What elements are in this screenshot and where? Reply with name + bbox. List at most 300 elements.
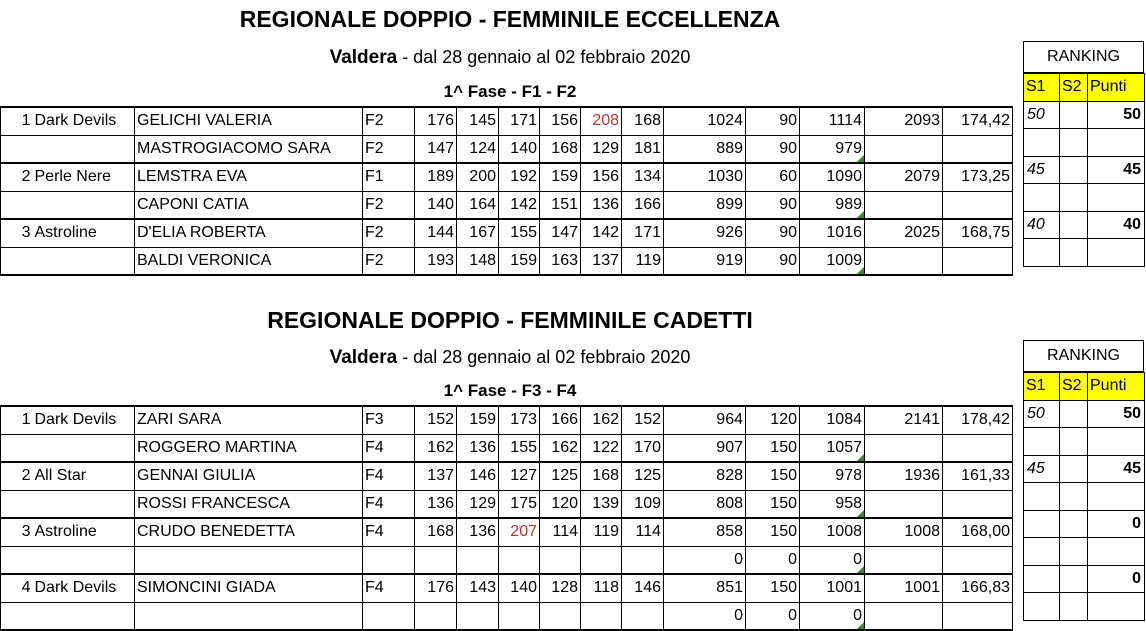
game-score — [622, 546, 664, 574]
player-pins: 889 — [664, 135, 746, 163]
ranking-blank-cell — [1088, 239, 1145, 267]
game-score: 175 — [499, 490, 540, 518]
game-score: 159 — [540, 163, 581, 191]
ranking-table — [1023, 73, 1145, 267]
game-score: 144 — [415, 219, 457, 247]
ranking-box-1 — [1023, 41, 1144, 267]
player-total: 1090 — [800, 163, 865, 191]
team-total — [865, 490, 943, 518]
table-row — [1, 406, 1013, 434]
game-score: 171 — [622, 219, 664, 247]
ranking-s2 — [1060, 156, 1088, 184]
ranking-s2 — [1060, 400, 1088, 428]
player-category: F3 — [363, 406, 415, 434]
player-category — [363, 546, 415, 574]
ranking-header-row — [1024, 74, 1145, 102]
ranking-title: RANKING — [1023, 41, 1144, 73]
game-score — [457, 602, 499, 630]
ranking-row-blank — [1024, 129, 1145, 157]
team-position — [1, 247, 33, 275]
game-score: 208 — [581, 107, 622, 135]
table-row — [1, 546, 1013, 574]
team-average: 168,75 — [943, 219, 1013, 247]
ranking-header-s1: S1 — [1024, 373, 1060, 401]
ranking-blank-cell — [1088, 428, 1145, 456]
game-score: 146 — [622, 574, 664, 602]
table-row — [1, 135, 1013, 163]
team-average: 161,33 — [943, 462, 1013, 490]
table-row — [1, 163, 1013, 191]
ranking-s1: 40 — [1024, 211, 1060, 239]
ranking-points: 50 — [1088, 101, 1145, 129]
team-name — [33, 490, 135, 518]
game-score: 162 — [415, 434, 457, 462]
team-position: 3 — [1, 518, 33, 546]
game-score — [457, 546, 499, 574]
standings-table-2 — [0, 405, 1013, 631]
team-position — [1, 191, 33, 219]
team-average — [943, 546, 1013, 574]
game-score: 129 — [457, 490, 499, 518]
ranking-header-s2: S2 — [1060, 373, 1088, 401]
team-total — [865, 247, 943, 275]
ranking-row — [1024, 400, 1145, 428]
ranking-row-blank — [1024, 184, 1145, 212]
team-total: 2141 — [865, 406, 943, 434]
game-score — [581, 602, 622, 630]
ranking-blank-cell — [1060, 428, 1088, 456]
team-average: 178,42 — [943, 406, 1013, 434]
game-score: 124 — [457, 135, 499, 163]
game-score: 164 — [457, 191, 499, 219]
player-handicap: 90 — [746, 107, 800, 135]
game-score: 189 — [415, 163, 457, 191]
ranking-s2 — [1060, 101, 1088, 129]
ranking-points: 0 — [1088, 510, 1145, 538]
game-score: 168 — [622, 107, 664, 135]
section-1-subtitle — [0, 47, 1020, 69]
player-pins: 1030 — [664, 163, 746, 191]
ranking-row-blank — [1024, 239, 1145, 267]
player-category: F4 — [363, 434, 415, 462]
game-score: 159 — [499, 247, 540, 275]
game-score: 168 — [540, 135, 581, 163]
team-average: 168,00 — [943, 518, 1013, 546]
game-score: 166 — [622, 191, 664, 219]
game-score: 147 — [540, 219, 581, 247]
ranking-points: 40 — [1088, 211, 1145, 239]
game-score: 118 — [581, 574, 622, 602]
player-category: F2 — [363, 135, 415, 163]
ranking-s1: 50 — [1024, 101, 1060, 129]
game-score: 168 — [415, 518, 457, 546]
game-score — [540, 546, 581, 574]
player-pins: 828 — [664, 462, 746, 490]
section-1-phase: 1^ Fase - F1 - F2 — [443, 82, 577, 101]
game-score: 145 — [457, 107, 499, 135]
player-category: F4 — [363, 462, 415, 490]
player-total: 1008 — [800, 518, 865, 546]
game-score: 147 — [415, 135, 457, 163]
section-1-dates: - dal 28 gennaio al 02 febbraio 2020 — [397, 47, 691, 67]
player-name: MASTROGIACOMO SARA — [135, 135, 363, 163]
table-row — [1, 490, 1013, 518]
ranking-title: RANKING — [1023, 340, 1144, 372]
game-score — [540, 602, 581, 630]
section-2-title: REGIONALE DOPPIO - FEMMINILE CADETTI — [267, 307, 753, 333]
ranking-s1 — [1024, 510, 1060, 538]
game-score: 136 — [457, 434, 499, 462]
ranking-blank-cell — [1088, 483, 1145, 511]
ranking-row — [1024, 455, 1145, 483]
team-average — [943, 135, 1013, 163]
player-pins: 851 — [664, 574, 746, 602]
game-score: 200 — [457, 163, 499, 191]
player-total: 0 — [800, 546, 865, 574]
game-score: 109 — [622, 490, 664, 518]
section-2-dates: - dal 28 gennaio al 02 febbraio 2020 — [397, 347, 691, 367]
ranking-s2 — [1060, 565, 1088, 593]
player-total: 989 — [800, 191, 865, 219]
ranking-header-s2: S2 — [1060, 74, 1088, 102]
section-2-subtitle — [0, 347, 1020, 369]
game-score: 193 — [415, 247, 457, 275]
team-name — [33, 191, 135, 219]
ranking-blank-cell — [1088, 538, 1145, 566]
game-score: 140 — [499, 135, 540, 163]
team-position — [1, 546, 33, 574]
game-score: 170 — [622, 434, 664, 462]
team-total — [865, 434, 943, 462]
player-handicap: 60 — [746, 163, 800, 191]
player-pins: 899 — [664, 191, 746, 219]
ranking-header-row — [1024, 373, 1145, 401]
team-position — [1, 602, 33, 630]
player-pins: 926 — [664, 219, 746, 247]
game-score: 152 — [415, 406, 457, 434]
game-score: 192 — [499, 163, 540, 191]
game-score: 207 — [499, 518, 540, 546]
team-average — [943, 490, 1013, 518]
team-position: 1 — [1, 406, 33, 434]
player-name: GELICHI VALERIA — [135, 107, 363, 135]
player-category: F2 — [363, 247, 415, 275]
ranking-blank-cell — [1088, 593, 1145, 621]
table-row — [1, 518, 1013, 546]
table-row — [1, 107, 1013, 135]
player-total: 0 — [800, 602, 865, 630]
player-total: 978 — [800, 462, 865, 490]
ranking-row — [1024, 156, 1145, 184]
ranking-row — [1024, 565, 1145, 593]
ranking-table — [1023, 372, 1145, 621]
ranking-row — [1024, 510, 1145, 538]
team-name — [33, 247, 135, 275]
game-score — [415, 546, 457, 574]
ranking-s1: 50 — [1024, 400, 1060, 428]
table-row — [1, 602, 1013, 630]
game-score: 119 — [581, 518, 622, 546]
section-2-phase: 1^ Fase - F3 - F4 — [443, 381, 577, 400]
game-score: 156 — [581, 163, 622, 191]
player-total: 1057 — [800, 434, 865, 462]
player-name: CAPONI CATIA — [135, 191, 363, 219]
table-row — [1, 247, 1013, 275]
team-position: 4 — [1, 574, 33, 602]
player-handicap: 0 — [746, 546, 800, 574]
team-position: 2 — [1, 462, 33, 490]
player-name: ROSSI FRANCESCA — [135, 490, 363, 518]
game-score: 176 — [415, 574, 457, 602]
game-score: 125 — [540, 462, 581, 490]
ranking-points: 0 — [1088, 565, 1145, 593]
game-score: 181 — [622, 135, 664, 163]
game-score: 159 — [457, 406, 499, 434]
table-row — [1, 462, 1013, 490]
ranking-row-blank — [1024, 483, 1145, 511]
table-row — [1, 434, 1013, 462]
player-handicap: 150 — [746, 574, 800, 602]
team-name: Perle Nere — [33, 163, 135, 191]
player-pins: 858 — [664, 518, 746, 546]
game-score: 146 — [457, 462, 499, 490]
table-row — [1, 191, 1013, 219]
player-handicap: 120 — [746, 406, 800, 434]
team-total — [865, 602, 943, 630]
player-category: F1 — [363, 163, 415, 191]
player-name: CRUDO BENEDETTA — [135, 518, 363, 546]
player-pins: 0 — [664, 546, 746, 574]
game-score — [499, 602, 540, 630]
game-score: 148 — [457, 247, 499, 275]
team-total: 2079 — [865, 163, 943, 191]
player-pins: 0 — [664, 602, 746, 630]
ranking-header-punti: Punti — [1088, 74, 1145, 102]
player-name: ROGGERO MARTINA — [135, 434, 363, 462]
player-category: F4 — [363, 518, 415, 546]
player-name — [135, 546, 363, 574]
team-position: 3 — [1, 219, 33, 247]
game-score: 114 — [540, 518, 581, 546]
player-handicap: 150 — [746, 490, 800, 518]
ranking-points: 45 — [1088, 156, 1145, 184]
ranking-blank-cell — [1024, 593, 1060, 621]
player-pins: 1024 — [664, 107, 746, 135]
table-row — [1, 574, 1013, 602]
game-score: 122 — [581, 434, 622, 462]
game-score: 163 — [540, 247, 581, 275]
player-category: F2 — [363, 219, 415, 247]
game-score: 120 — [540, 490, 581, 518]
game-score: 142 — [581, 219, 622, 247]
player-total: 1016 — [800, 219, 865, 247]
game-score: 171 — [499, 107, 540, 135]
player-category: F2 — [363, 107, 415, 135]
team-name: Dark Devils — [33, 406, 135, 434]
ranking-blank-cell — [1088, 184, 1145, 212]
team-total — [865, 135, 943, 163]
game-score: 155 — [499, 219, 540, 247]
player-pins: 907 — [664, 434, 746, 462]
team-total: 2025 — [865, 219, 943, 247]
game-score: 129 — [581, 135, 622, 163]
player-name — [135, 602, 363, 630]
player-handicap: 90 — [746, 135, 800, 163]
standings-table-1 — [0, 106, 1013, 276]
team-total: 1008 — [865, 518, 943, 546]
team-position: 1 — [1, 107, 33, 135]
team-average: 166,83 — [943, 574, 1013, 602]
table-row — [1, 219, 1013, 247]
team-position — [1, 135, 33, 163]
player-handicap: 150 — [746, 434, 800, 462]
game-score: 151 — [540, 191, 581, 219]
player-category: F4 — [363, 574, 415, 602]
player-handicap: 150 — [746, 518, 800, 546]
team-average — [943, 191, 1013, 219]
player-handicap: 90 — [746, 191, 800, 219]
player-name: ZARI SARA — [135, 406, 363, 434]
ranking-s2 — [1060, 211, 1088, 239]
player-name: LEMSTRA EVA — [135, 163, 363, 191]
game-score: 140 — [415, 191, 457, 219]
team-position — [1, 434, 33, 462]
game-score: 173 — [499, 406, 540, 434]
ranking-blank-cell — [1060, 483, 1088, 511]
team-name — [33, 135, 135, 163]
game-score: 127 — [499, 462, 540, 490]
player-name: BALDI VERONICA — [135, 247, 363, 275]
team-total — [865, 546, 943, 574]
player-total: 1001 — [800, 574, 865, 602]
team-total: 1001 — [865, 574, 943, 602]
team-name: Astroline — [33, 518, 135, 546]
game-score — [581, 546, 622, 574]
team-position — [1, 490, 33, 518]
team-name: All Star — [33, 462, 135, 490]
player-category — [363, 602, 415, 630]
ranking-blank-cell — [1024, 483, 1060, 511]
team-average — [943, 434, 1013, 462]
team-name: Astroline — [33, 219, 135, 247]
ranking-s1 — [1024, 565, 1060, 593]
game-score: 136 — [457, 518, 499, 546]
team-average — [943, 247, 1013, 275]
player-pins: 919 — [664, 247, 746, 275]
game-score: 167 — [457, 219, 499, 247]
ranking-row-blank — [1024, 593, 1145, 621]
game-score: 134 — [622, 163, 664, 191]
player-handicap: 90 — [746, 219, 800, 247]
player-total: 1114 — [800, 107, 865, 135]
ranking-blank-cell — [1024, 538, 1060, 566]
ranking-blank-cell — [1024, 239, 1060, 267]
game-score: 136 — [415, 490, 457, 518]
ranking-blank-cell — [1024, 428, 1060, 456]
player-total: 979 — [800, 135, 865, 163]
player-total: 1009 — [800, 247, 865, 275]
game-score: 155 — [499, 434, 540, 462]
ranking-blank-cell — [1060, 184, 1088, 212]
section-1-venue: Valdera — [329, 47, 398, 68]
player-name: GENNAI GIULIA — [135, 462, 363, 490]
player-handicap: 150 — [746, 462, 800, 490]
ranking-blank-cell — [1088, 129, 1145, 157]
ranking-header-s1: S1 — [1024, 74, 1060, 102]
ranking-s2 — [1060, 510, 1088, 538]
team-average — [943, 602, 1013, 630]
section-1-title: REGIONALE DOPPIO - FEMMINILE ECCELLENZA — [239, 6, 781, 32]
game-score: 114 — [622, 518, 664, 546]
ranking-row-blank — [1024, 538, 1145, 566]
team-average: 174,42 — [943, 107, 1013, 135]
player-name: SIMONCINI GIADA — [135, 574, 363, 602]
team-name — [33, 546, 135, 574]
game-score: 166 — [540, 406, 581, 434]
team-name: Dark Devils — [33, 107, 135, 135]
player-pins: 808 — [664, 490, 746, 518]
player-handicap: 0 — [746, 602, 800, 630]
team-total: 2093 — [865, 107, 943, 135]
ranking-row — [1024, 211, 1145, 239]
player-category: F4 — [363, 490, 415, 518]
player-category: F2 — [363, 191, 415, 219]
game-score — [622, 602, 664, 630]
team-total — [865, 191, 943, 219]
ranking-blank-cell — [1024, 129, 1060, 157]
game-score: 162 — [540, 434, 581, 462]
team-position: 2 — [1, 163, 33, 191]
game-score: 142 — [499, 191, 540, 219]
ranking-box-2 — [1023, 340, 1144, 621]
player-handicap: 90 — [746, 247, 800, 275]
game-score: 119 — [622, 247, 664, 275]
game-score — [499, 546, 540, 574]
ranking-points: 45 — [1088, 455, 1145, 483]
player-name: D'ELIA ROBERTA — [135, 219, 363, 247]
ranking-blank-cell — [1024, 184, 1060, 212]
game-score: 168 — [581, 462, 622, 490]
ranking-blank-cell — [1060, 593, 1088, 621]
ranking-points: 50 — [1088, 400, 1145, 428]
player-total: 958 — [800, 490, 865, 518]
game-score: 125 — [622, 462, 664, 490]
ranking-row — [1024, 101, 1145, 129]
team-name — [33, 602, 135, 630]
game-score: 156 — [540, 107, 581, 135]
game-score: 137 — [415, 462, 457, 490]
game-score: 140 — [499, 574, 540, 602]
game-score: 136 — [581, 191, 622, 219]
team-total: 1936 — [865, 462, 943, 490]
game-score: 139 — [581, 490, 622, 518]
ranking-blank-cell — [1060, 129, 1088, 157]
team-average: 173,25 — [943, 163, 1013, 191]
ranking-s1: 45 — [1024, 455, 1060, 483]
ranking-header-punti: Punti — [1088, 373, 1145, 401]
game-score: 162 — [581, 406, 622, 434]
ranking-row-blank — [1024, 428, 1145, 456]
player-total: 1084 — [800, 406, 865, 434]
ranking-s1: 45 — [1024, 156, 1060, 184]
game-score: 128 — [540, 574, 581, 602]
ranking-blank-cell — [1060, 538, 1088, 566]
game-score: 152 — [622, 406, 664, 434]
ranking-blank-cell — [1060, 239, 1088, 267]
game-score — [415, 602, 457, 630]
section-2-venue: Valdera — [329, 347, 398, 368]
game-score: 143 — [457, 574, 499, 602]
